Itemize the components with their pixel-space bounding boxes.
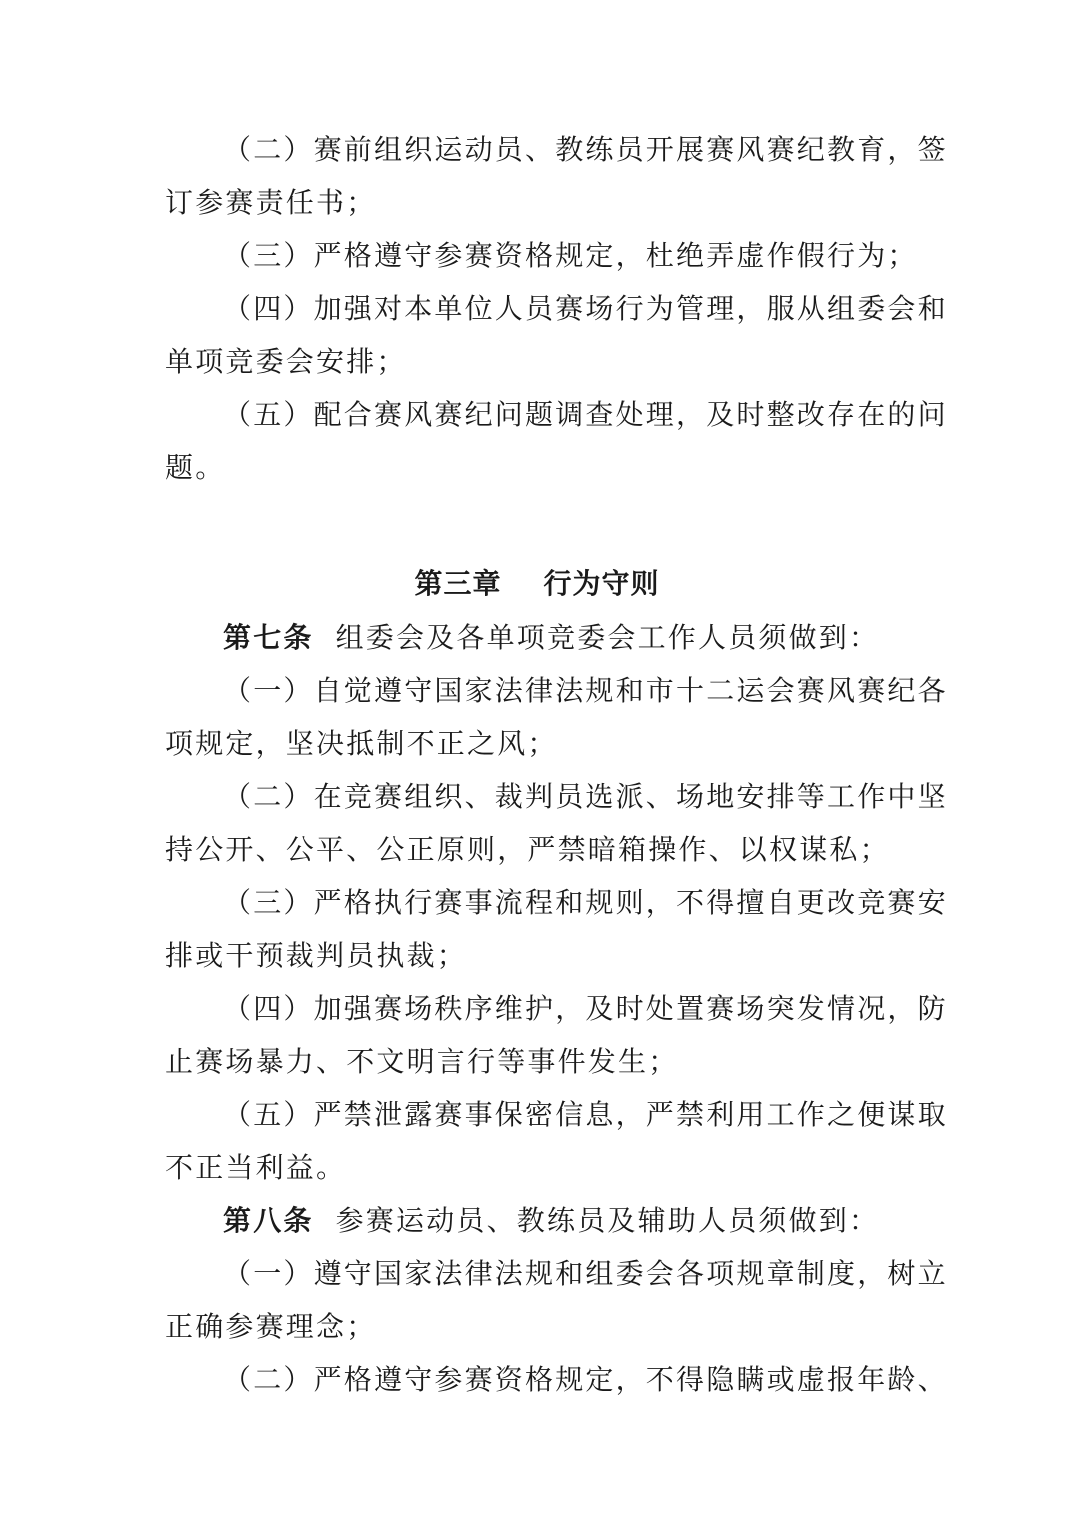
- paragraph-line: （一）自觉遵守国家法律法规和市十二运会赛风赛纪各: [223, 674, 948, 707]
- chapter-number: 第三章: [414, 567, 502, 600]
- paragraph-line: （二）严格遵守参赛资格规定，不得隐瞒或虚报年龄、: [223, 1363, 948, 1396]
- paragraph-line: （二）在竞赛组织、裁判员选派、场地安排等工作中坚: [223, 780, 948, 813]
- paragraph-line: 题。: [165, 451, 226, 484]
- chapter-heading: [0, 566, 1074, 602]
- paragraph-line: （五）配合赛风赛纪问题调查处理，及时整改存在的问: [223, 398, 948, 431]
- section-duties-continued: [165, 132, 948, 486]
- paragraph-line: （四）加强对本单位人员赛场行为管理，服从组委会和: [223, 292, 948, 325]
- article-8-number: 第八条: [223, 1204, 314, 1237]
- articles-block: [165, 620, 948, 1398]
- paragraph-line: （一）遵守国家法律法规和组委会各项规章制度，树立: [223, 1257, 948, 1290]
- paragraph-line: （三）严格执行赛事流程和规则，不得擅自更改竞赛安: [223, 886, 948, 919]
- paragraph-line: 不正当利益。: [165, 1151, 347, 1184]
- paragraph-line: 项规定，坚决抵制不正之风；: [165, 727, 558, 760]
- chapter-title: 行为守则: [543, 567, 660, 600]
- paragraph-line: 单项竞委会安排；: [165, 345, 407, 378]
- paragraph-line: 持公开、公平、公正原则，严禁暗箱操作、以权谋私；: [165, 833, 890, 866]
- paragraph-line: （三）严格遵守参赛资格规定，杜绝弄虚作假行为；: [223, 239, 918, 272]
- paragraph-line: 止赛场暴力、不文明言行等事件发生；: [165, 1045, 679, 1078]
- paragraph-line: （四）加强赛场秩序维护，及时处置赛场突发情况，防: [223, 992, 948, 1025]
- paragraph-line: （二）赛前组织运动员、教练员开展赛风赛纪教育，签: [223, 133, 948, 166]
- article-8-text: 参赛运动员、教练员及辅助人员须做到：: [335, 1204, 880, 1237]
- article-7-number: 第七条: [223, 621, 314, 654]
- article-7-heading: [165, 620, 905, 656]
- paragraph-line: 订参赛责任书；: [165, 186, 377, 219]
- article-7-text: 组委会及各单项竞委会工作人员须做到：: [335, 621, 880, 654]
- paragraph-line: 正确参赛理念；: [165, 1310, 377, 1343]
- article-8-heading: [165, 1203, 905, 1239]
- paragraph-line: （五）严禁泄露赛事保密信息，严禁利用工作之便谋取: [223, 1098, 948, 1131]
- paragraph-line: 排或干预裁判员执裁；: [165, 939, 468, 972]
